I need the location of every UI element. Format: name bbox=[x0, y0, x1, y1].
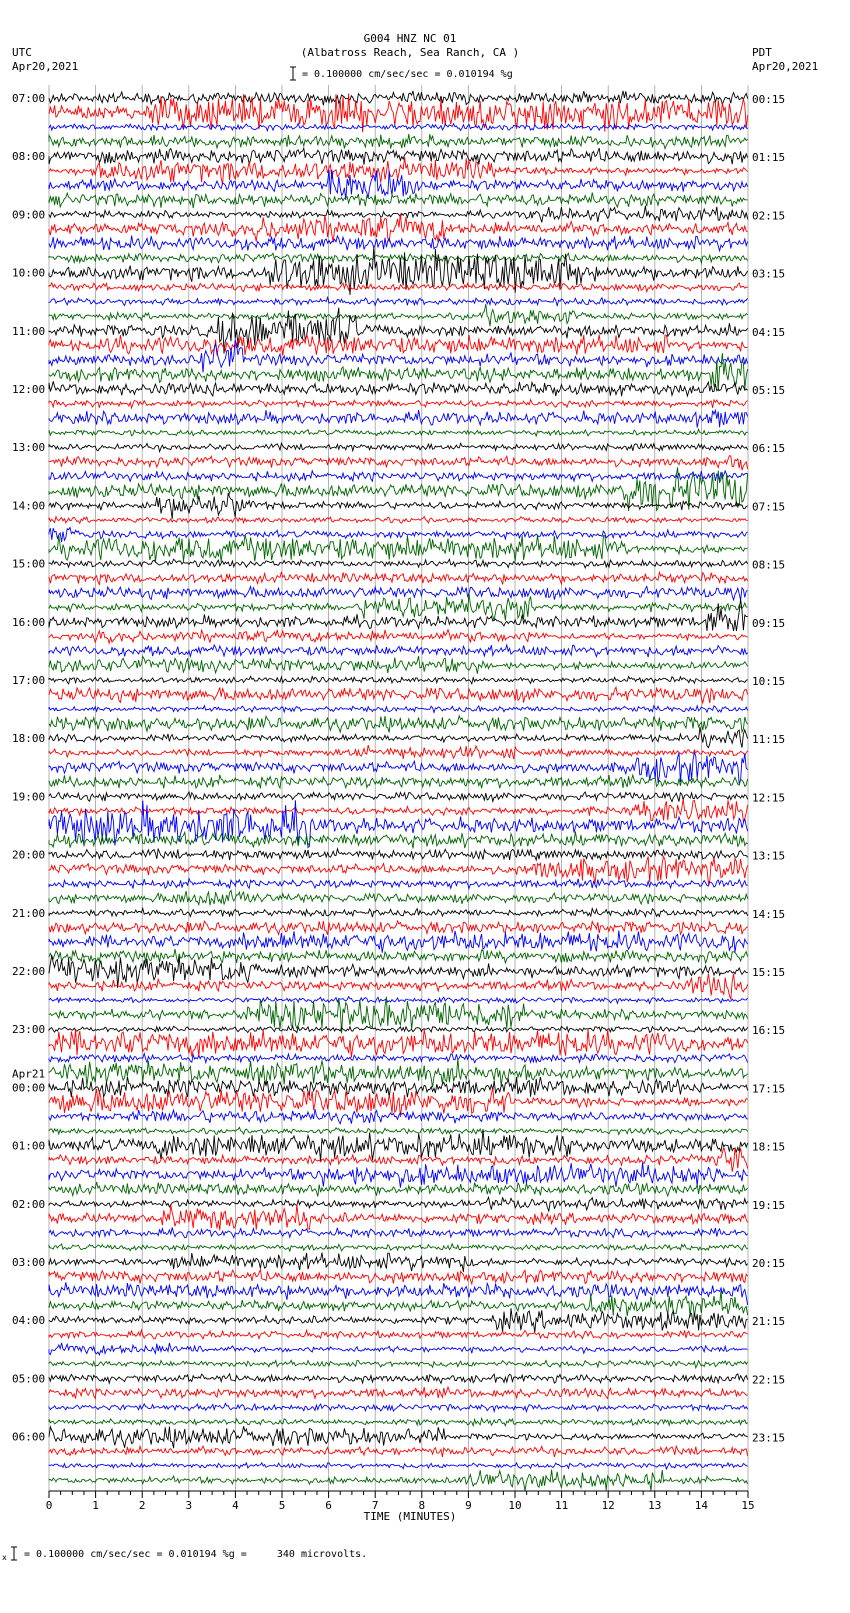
seismic-trace bbox=[49, 997, 748, 1004]
seismic-trace bbox=[49, 1029, 748, 1058]
seismic-trace bbox=[49, 745, 748, 759]
seismic-trace bbox=[49, 1197, 748, 1211]
seismic-trace bbox=[49, 1446, 748, 1457]
seismic-trace bbox=[49, 206, 748, 223]
seismic-trace bbox=[49, 1470, 748, 1491]
seismic-trace bbox=[49, 1291, 748, 1317]
pdt-hour-label: 15:15 bbox=[752, 966, 786, 979]
utc-hour-label: 23:00 bbox=[12, 1023, 46, 1037]
pdt-hour-label: 16:15 bbox=[752, 1024, 786, 1038]
pdt-hour-label: 14:15 bbox=[752, 907, 786, 921]
seismic-trace bbox=[49, 1418, 748, 1425]
x-tick-label: 15 bbox=[741, 1499, 755, 1512]
seismic-trace bbox=[49, 1374, 748, 1384]
pdt-hour-label: 11:15 bbox=[752, 733, 786, 747]
seismic-trace bbox=[49, 890, 748, 905]
pdt-hour-label: 05:15 bbox=[752, 384, 786, 397]
seismic-trace bbox=[49, 706, 748, 713]
seismic-trace bbox=[49, 148, 748, 165]
seismic-trace bbox=[49, 656, 748, 674]
seismic-trace bbox=[49, 716, 748, 733]
seismic-trace bbox=[49, 335, 748, 356]
x-tick-label: 2 bbox=[138, 1499, 146, 1512]
pdt-hour-label: 13:15 bbox=[752, 849, 786, 863]
pdt-hour-label: 10:15 bbox=[752, 675, 786, 688]
utc-hour-label: 14:00 bbox=[12, 499, 46, 513]
x-tick-label: 14 bbox=[694, 1499, 709, 1512]
seismic-trace bbox=[49, 1129, 748, 1162]
seismic-trace bbox=[49, 1330, 748, 1339]
seismic-trace bbox=[49, 572, 748, 585]
pdt-hour-label: 19:15 bbox=[752, 1198, 786, 1212]
pdt-hour-label: 03:15 bbox=[752, 267, 786, 281]
x-tick-label: 11 bbox=[554, 1499, 569, 1512]
seismic-trace bbox=[49, 1360, 748, 1368]
seismic-trace bbox=[49, 304, 748, 326]
seismic-trace bbox=[49, 527, 748, 542]
seismic-trace bbox=[49, 1127, 748, 1134]
pdt-hour-label: 09:15 bbox=[752, 616, 786, 630]
seismic-trace bbox=[49, 193, 748, 209]
seismic-trace bbox=[49, 1282, 748, 1305]
utc-hour-label: 15:00 bbox=[12, 557, 46, 571]
seismic-trace bbox=[49, 931, 748, 953]
pdt-hour-label: 00:15 bbox=[752, 93, 786, 106]
x-tick-label: 5 bbox=[278, 1499, 286, 1512]
date-change-label: Apr21 bbox=[12, 1067, 46, 1081]
utc-hour-label: 22:00 bbox=[12, 965, 46, 978]
seismic-trace bbox=[49, 236, 748, 251]
seismic-trace bbox=[49, 443, 748, 451]
utc-hour-label: 17:00 bbox=[12, 674, 46, 687]
seismic-trace bbox=[49, 456, 748, 471]
seismic-trace bbox=[49, 516, 748, 523]
x-tick-label: 7 bbox=[371, 1499, 379, 1512]
seismic-trace bbox=[49, 400, 748, 408]
seismic-trace bbox=[49, 1270, 748, 1284]
right-timezone: PDT bbox=[752, 46, 772, 59]
utc-hour-label: 07:00 bbox=[12, 92, 46, 105]
x-tick-label: 3 bbox=[185, 1499, 193, 1512]
seismic-trace bbox=[49, 1053, 748, 1062]
x-tick-label: 13 bbox=[648, 1499, 662, 1512]
seismic-trace bbox=[49, 535, 748, 562]
chart-title: G004 HNZ NC 01 bbox=[363, 32, 457, 45]
pdt-hour-label: 12:15 bbox=[752, 791, 786, 805]
seismic-trace bbox=[49, 1026, 748, 1032]
utc-hour-label: 11:00 bbox=[12, 324, 46, 338]
seismic-trace bbox=[49, 1463, 748, 1469]
seismic-trace bbox=[49, 727, 748, 748]
utc-hour-label: 18:00 bbox=[12, 732, 46, 746]
utc-hour-label: 01:00 bbox=[12, 1139, 46, 1153]
pdt-hour-label: 21:15 bbox=[752, 1315, 786, 1329]
pdt-hour-label: 01:15 bbox=[752, 151, 786, 165]
seismic-trace bbox=[49, 471, 748, 482]
utc-hour-label: 09:00 bbox=[12, 208, 46, 222]
seismic-trace bbox=[49, 1227, 748, 1237]
utc-hour-label: 03:00 bbox=[12, 1256, 46, 1269]
utc-hour-label: 16:00 bbox=[12, 615, 46, 629]
seismic-trace bbox=[49, 586, 748, 600]
seismic-trace bbox=[49, 909, 748, 918]
seismic-trace bbox=[49, 134, 748, 149]
x-tick-label: 12 bbox=[601, 1499, 615, 1512]
utc-hour-label: 20:00 bbox=[12, 848, 46, 862]
pdt-hour-label: 07:15 bbox=[752, 500, 786, 514]
seismic-trace bbox=[49, 381, 748, 396]
seismic-trace bbox=[49, 630, 748, 644]
seismic-trace bbox=[49, 123, 748, 131]
seismic-trace bbox=[49, 775, 748, 789]
seismic-trace bbox=[49, 849, 748, 861]
seismic-trace bbox=[49, 410, 748, 428]
footer-scale-label: = 0.100000 cm/sec/sec = 0.010194 %g = 340 microvolts. bbox=[24, 1549, 368, 1560]
seismic-trace bbox=[49, 799, 748, 821]
x-tick-label: 4 bbox=[232, 1499, 239, 1512]
seismic-trace bbox=[49, 1343, 748, 1355]
x-tick-label: 9 bbox=[465, 1499, 472, 1512]
seismic-trace bbox=[49, 467, 748, 511]
pdt-hour-label: 23:15 bbox=[752, 1431, 786, 1445]
seismic-trace bbox=[49, 1244, 748, 1252]
seismic-trace bbox=[49, 353, 748, 391]
x-tick-label: 0 bbox=[45, 1499, 53, 1512]
right-date: Apr20,2021 bbox=[752, 60, 819, 73]
x-axis-label: TIME (MINUTES) bbox=[363, 1510, 457, 1523]
seismic-trace bbox=[49, 559, 748, 568]
pdt-hour-label: 20:15 bbox=[752, 1257, 786, 1270]
utc-hour-label: 04:00 bbox=[12, 1314, 46, 1328]
seismic-trace bbox=[49, 879, 748, 889]
seismic-trace bbox=[49, 1182, 748, 1197]
scale-bar-label: = 0.100000 cm/sec/sec = 0.010194 %g bbox=[302, 69, 513, 80]
utc-hour-label: 02:00 bbox=[12, 1197, 46, 1211]
seismic-trace bbox=[49, 247, 748, 295]
left-date: Apr20,2021 bbox=[12, 60, 79, 73]
x-tick-label: 1 bbox=[92, 1499, 99, 1512]
utc-hour-label: 06:00 bbox=[12, 1430, 46, 1444]
pdt-hour-label: 06:15 bbox=[752, 442, 786, 456]
utc-hour-label: 05:00 bbox=[12, 1372, 46, 1386]
left-timezone: UTC bbox=[12, 46, 32, 59]
seismic-trace bbox=[49, 857, 748, 885]
utc-hour-label: 21:00 bbox=[12, 906, 46, 920]
footer-marker: x bbox=[2, 1553, 7, 1562]
x-tick-label: 8 bbox=[418, 1499, 426, 1512]
seismic-trace bbox=[49, 593, 748, 620]
utc-hour-label: 13:00 bbox=[12, 441, 46, 455]
minute-gridlines bbox=[49, 85, 748, 1491]
pdt-hour-label: 04:15 bbox=[752, 325, 786, 339]
seismic-trace bbox=[49, 297, 748, 306]
seismic-trace bbox=[49, 1205, 748, 1231]
seismic-trace bbox=[49, 91, 748, 106]
utc-hour-label: 08:00 bbox=[12, 150, 46, 164]
seismic-trace bbox=[49, 676, 748, 684]
seismic-trace bbox=[49, 921, 748, 935]
seismic-trace bbox=[49, 687, 748, 703]
x-axis bbox=[46, 1491, 755, 1512]
pdt-hour-label: 18:15 bbox=[752, 1140, 786, 1154]
seismic-trace bbox=[49, 955, 748, 988]
seismic-trace bbox=[49, 1109, 748, 1124]
seismic-trace bbox=[49, 429, 748, 436]
seismic-trace bbox=[49, 253, 748, 263]
pdt-hour-label: 08:15 bbox=[752, 558, 786, 572]
seismic-trace bbox=[49, 1253, 748, 1272]
pdt-hour-label: 02:15 bbox=[752, 209, 786, 223]
pdt-hour-label: 22:15 bbox=[752, 1373, 786, 1387]
x-tick-label: 10 bbox=[508, 1499, 522, 1512]
seismic-trace bbox=[49, 645, 748, 657]
utc-hour-label: 12:00 bbox=[12, 383, 46, 396]
utc-hour-label: 00:00 bbox=[12, 1081, 46, 1095]
seismic-trace bbox=[49, 792, 748, 802]
seismic-trace bbox=[49, 283, 748, 292]
utc-hour-label: 10:00 bbox=[12, 266, 46, 280]
seismic-trace bbox=[49, 1387, 748, 1399]
trace-group bbox=[49, 91, 748, 1491]
pdt-hour-label: 17:15 bbox=[752, 1082, 786, 1096]
seismic-trace bbox=[49, 1403, 748, 1411]
seismic-trace bbox=[49, 1308, 748, 1332]
seismic-trace bbox=[49, 1426, 748, 1448]
x-tick-label: 6 bbox=[325, 1499, 332, 1512]
chart-subtitle: (Albatross Reach, Sea Ranch, CA ) bbox=[300, 46, 520, 59]
utc-hour-label: 19:00 bbox=[12, 790, 46, 804]
seismic-trace bbox=[49, 949, 748, 963]
